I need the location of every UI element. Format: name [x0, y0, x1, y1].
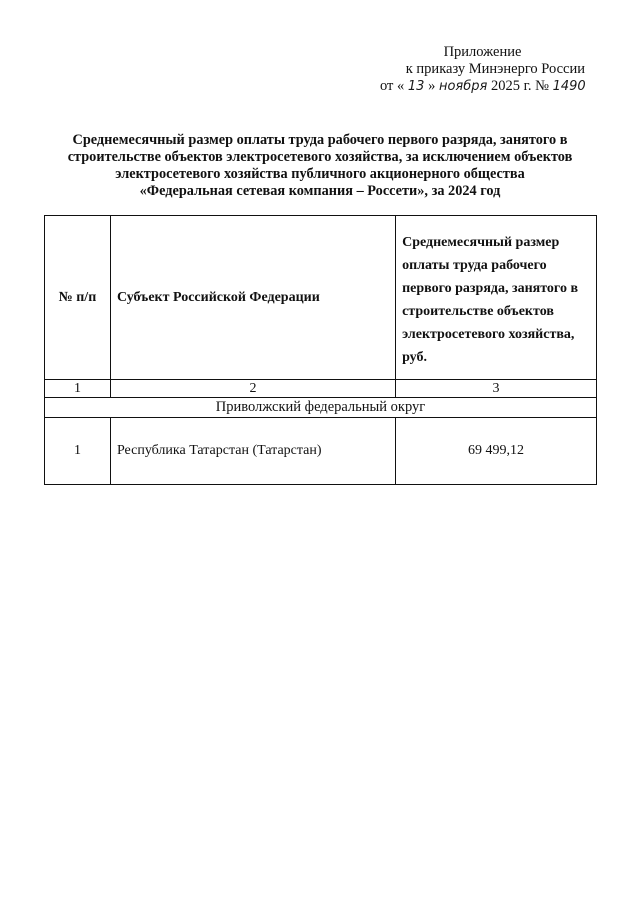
row-subject: Республика Татарстан (Татарстан) [110, 418, 395, 485]
appendix-title: Приложение [443, 44, 522, 60]
title-line-4: «Федеральная сетевая компания – Россети», за 2024 год [139, 183, 501, 199]
document-title [40, 132, 600, 200]
wage-table [44, 215, 597, 485]
title-line-1: Среднемесячный размер оплаты труда рабочего первого разряда, занятого в [72, 132, 568, 148]
table-header-row [45, 216, 597, 380]
order-mid: » [428, 78, 436, 94]
column-numbers-row [45, 380, 597, 398]
column-number-3: 3 [396, 380, 597, 398]
order-year: 2025 г. № [490, 78, 549, 94]
appendix-block [380, 44, 585, 95]
column-number-1: 1 [45, 380, 111, 398]
header-number: № п/п [45, 216, 111, 380]
appendix-order-date [380, 78, 585, 95]
title-line-3: электросетевого хозяйства публичного акционерного общества [115, 166, 525, 182]
row-wage-value: 69 499,12 [396, 418, 597, 485]
district-row [45, 398, 597, 418]
appendix-order-ref: к приказу Минэнерго России [405, 61, 585, 77]
order-month-handwritten: ноября [438, 79, 488, 94]
header-subject: Субъект Российской Федерации [110, 216, 395, 380]
district-name: Приволжский федеральный округ [45, 398, 597, 418]
title-line-2: строительстве объектов электросетевого хозяйства, за исключением объектов [67, 149, 573, 165]
order-day-handwritten: 13 [407, 79, 425, 94]
header-wage: Среднемесячный размер оплаты труда рабочего первого разряда, занятого в строительстве объектов электросетевого хозяйства, руб. [396, 216, 597, 380]
order-number-handwritten: 1490 [552, 79, 586, 94]
column-number-2: 2 [110, 380, 395, 398]
row-number: 1 [45, 418, 111, 485]
order-prefix: от « [380, 78, 405, 94]
table-row [45, 418, 597, 485]
